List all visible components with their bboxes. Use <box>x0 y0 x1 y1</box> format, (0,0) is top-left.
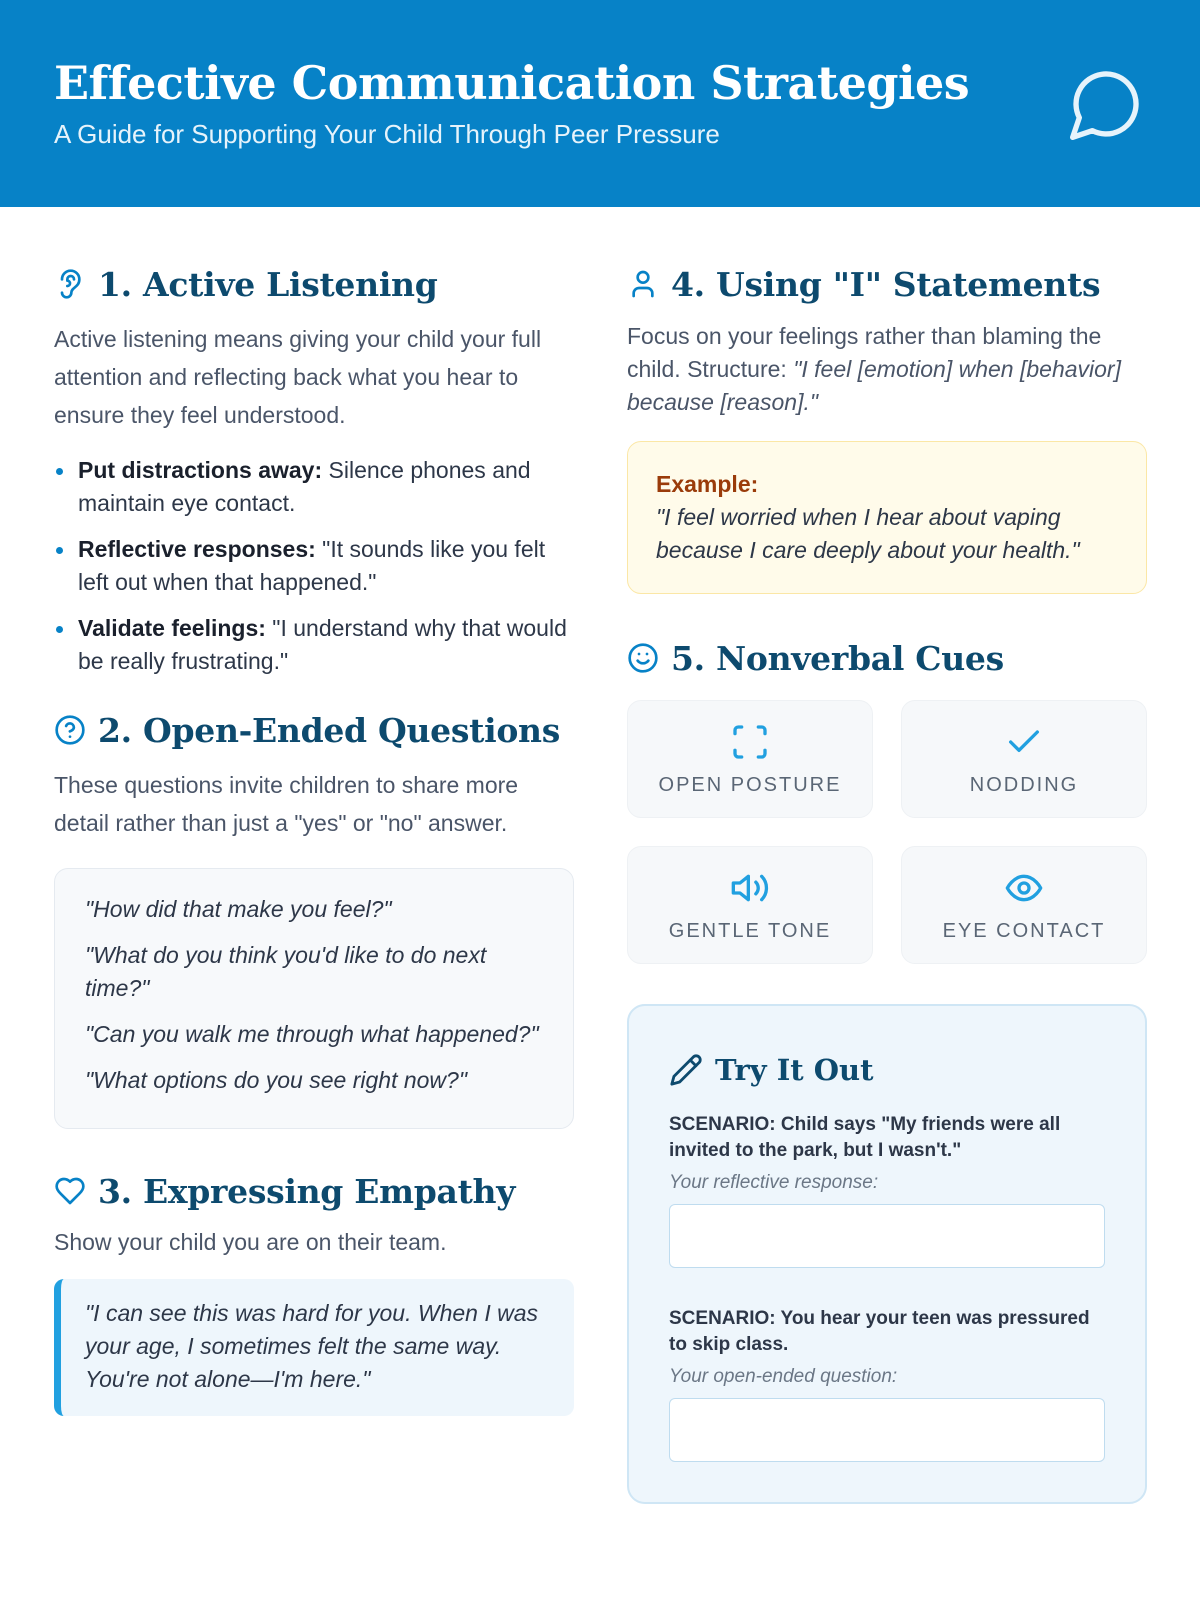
section-title: 5. Nonverbal Cues <box>671 638 1004 678</box>
ear-icon <box>54 268 86 300</box>
section-intro <box>627 320 1147 419</box>
structure-text: "I feel [emotion] when [behavior] because [reason]." <box>627 356 1121 415</box>
pencil-icon <box>669 1053 703 1087</box>
quote-text: "I can see this was hard for you. When I was your age, I sometimes felt the same way. You're not alone—I'm here." <box>85 1300 539 1392</box>
page-title: Effective Communication Strategies <box>54 56 970 110</box>
chat-bubble-icon <box>1066 64 1146 144</box>
cue-label: OPEN POSTURE <box>658 773 842 796</box>
eye-icon <box>1004 868 1044 908</box>
bullet-label: Reflective responses: <box>78 536 316 562</box>
bullet-label: Put distractions away: <box>78 457 323 483</box>
example-text: "I feel worried when I hear about vaping because I care deeply about your health." <box>656 504 1080 563</box>
nonverbal-cue-grid <box>627 700 1147 964</box>
list-item <box>54 612 574 678</box>
section-i-statements-heading <box>627 260 1147 308</box>
empathy-quote <box>54 1279 574 1416</box>
cue-label: EYE CONTACT <box>942 919 1106 942</box>
section-active-listening-heading <box>54 260 574 308</box>
bullet-label: Validate feelings: <box>78 615 266 641</box>
section-empathy-heading <box>54 1167 574 1215</box>
section-title: 2. Open-Ended Questions <box>98 710 560 750</box>
cue-card-open-posture <box>627 700 873 818</box>
bullet-list <box>54 454 574 678</box>
scenario-text: SCENARIO: Child says "My friends were all invited to the park, but I wasn't." <box>669 1114 1061 1161</box>
section-intro: Active listening means giving your child your full attention and reflecting back what you hear to ensure they feel understood. <box>54 326 542 428</box>
left-column <box>54 260 574 1416</box>
list-item <box>54 454 574 520</box>
right-column <box>627 260 1147 1504</box>
section-open-questions-heading <box>54 706 574 754</box>
cue-label: NODDING <box>969 773 1079 796</box>
scenario-text: SCENARIO: You hear your teen was pressured to skip class. <box>669 1308 1090 1355</box>
open-ended-question-input[interactable] <box>669 1398 1105 1462</box>
response-prompt: Your reflective response: <box>669 1172 879 1193</box>
question-item: "What do you think you'd like to do next time?" <box>85 942 487 1001</box>
bullet-text: Silence phones and maintain eye contact. <box>78 457 531 516</box>
smile-icon <box>627 642 659 674</box>
question-item: "Can you walk me through what happened?" <box>85 1021 539 1047</box>
cue-label: GENTLE TONE <box>668 919 832 942</box>
try-it-out-heading <box>669 1050 1105 1090</box>
section-title: 1. Active Listening <box>98 264 438 304</box>
check-icon <box>1004 722 1044 762</box>
expand-icon <box>730 722 770 762</box>
try-it-out-panel <box>627 1004 1147 1504</box>
questions-box <box>54 868 574 1129</box>
reflective-response-input[interactable] <box>669 1204 1105 1268</box>
question-item: "How did that make you feel?" <box>85 896 392 922</box>
intro-text: Focus on your feelings rather than blaming the child. Structure: <box>627 323 1102 382</box>
section-title: 3. Expressing Empathy <box>98 1171 516 1211</box>
cue-card-gentle-tone <box>627 846 873 964</box>
section-nonverbal-heading <box>627 634 1147 682</box>
example-box <box>627 441 1147 594</box>
try-it-out-title: Try It Out <box>715 1053 874 1087</box>
page-subtitle: A Guide for Supporting Your Child Through Peer Pressure <box>54 119 720 149</box>
example-label: Example: <box>656 471 759 497</box>
response-prompt: Your open-ended question: <box>669 1366 898 1387</box>
section-intro: Show your child you are on their team. <box>54 1229 447 1255</box>
bullet-text: "I understand why that would be really frustrating." <box>78 615 567 674</box>
list-item <box>54 533 574 599</box>
user-icon <box>627 268 659 300</box>
question-circle-icon <box>54 714 86 746</box>
volume-icon <box>730 868 770 908</box>
question-item: "What options do you see right now?" <box>85 1067 467 1093</box>
bullet-text: "It sounds like you felt left out when that happened." <box>78 536 546 595</box>
page-header <box>0 0 1200 207</box>
section-intro: These questions invite children to share more detail rather than just a "yes" or "no" answer. <box>54 772 519 836</box>
cue-card-eye-contact <box>901 846 1147 964</box>
heart-icon <box>54 1175 86 1207</box>
section-title: 4. Using "I" Statements <box>671 264 1101 304</box>
cue-card-nodding <box>901 700 1147 818</box>
